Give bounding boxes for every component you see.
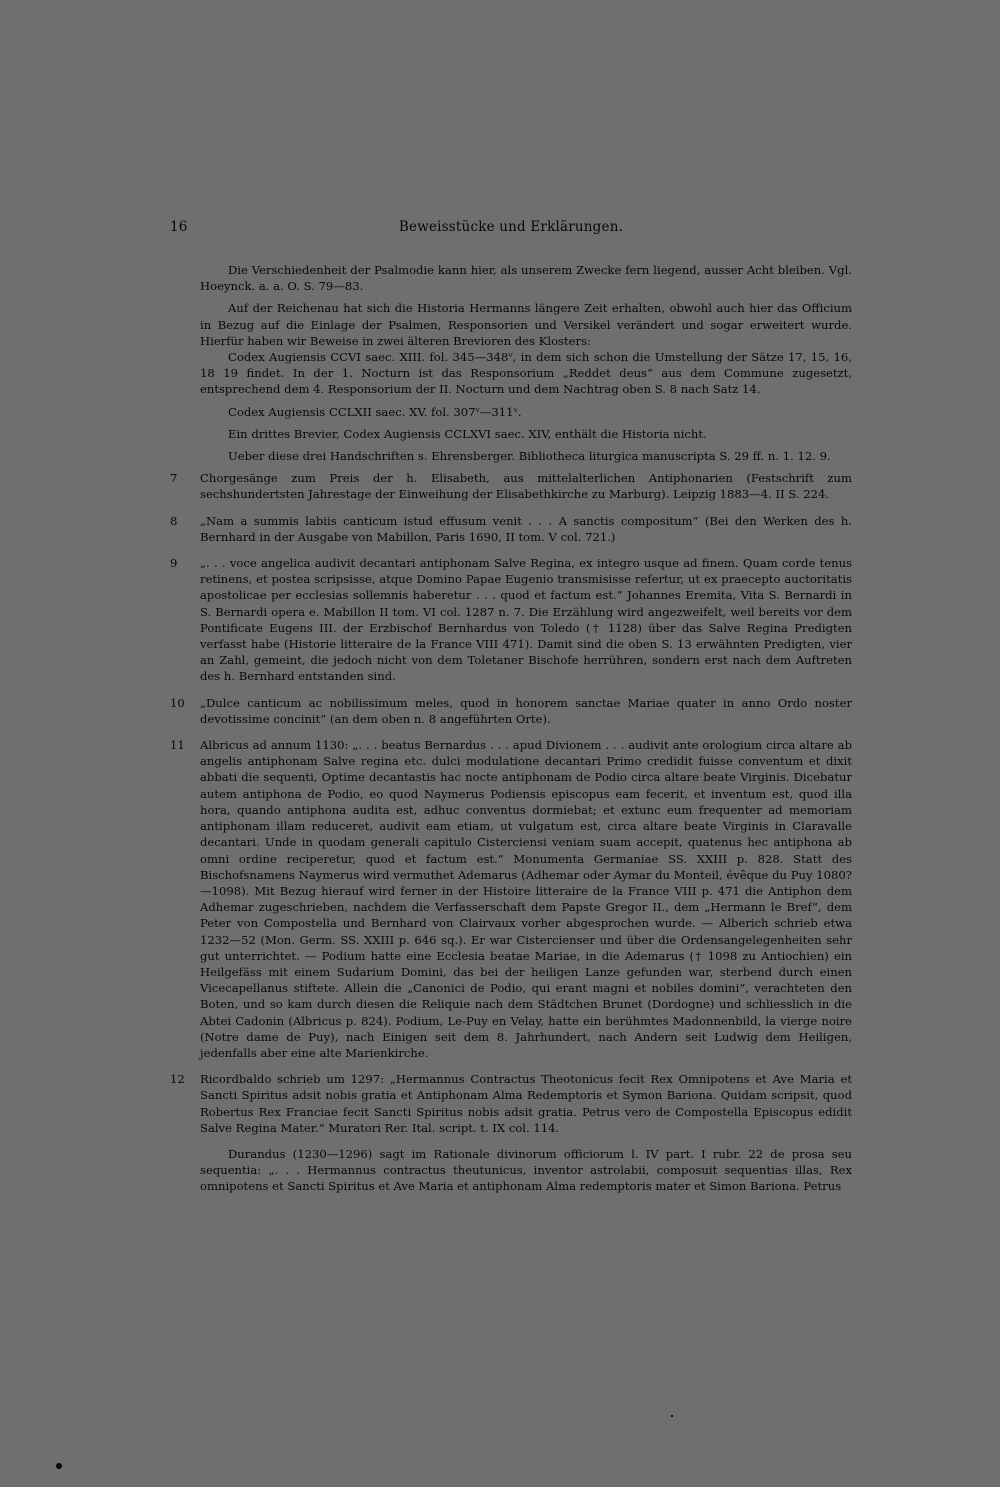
intro-paragraph: Ueber diese drei Handschriften s. Ehrensberger. Bibliotheca liturgica manuscripta S. 29 ff. n. 1. 12. 9.: [228, 449, 831, 464]
footnote-number: 12: [170, 1072, 185, 1087]
running-title: Beweisstücke und Erklärungen.: [398, 219, 624, 235]
footnote-text: Chorgesänge zum Preis der h. Elisabeth, aus mittelalterlichen Antiphonarien (Festschrift zum sechshundertsten Jahrestage der Einweihung der Elisabethkirche zu Marburg). Leipzig 1883—4. II S. 224.: [200, 471, 852, 502]
page-number: 16: [170, 219, 188, 235]
running-header: [170, 219, 852, 241]
footnote-text: „Dulce canticum ac nobilissimum meles, quod in honorem sanctae Mariae quater in anno Ordo noster devotissime concinit“ (an dem oben n. 8 angeführten Orte).: [200, 695, 852, 726]
footnote: [170, 513, 852, 545]
intro-paragraph: Ein drittes Brevier, Codex Augiensis CCLXVI saec. XIV, enthält die Historia nicht.: [228, 426, 707, 441]
intro-paragraph: Die Verschiedenheit der Psalmodie kann hier, als unserem Zwecke fern liegend, ausser Acht bleiben. Vgl. Hoeynck. a. a. O. S. 79—83.: [200, 263, 852, 294]
footnote-text: „Nam a summis labiis canticum istud effusum venit . . . A sanctis compositum“ (Bei den Werken des h. Bernhard in der Ausgabe von Mabillon, Paris 1690, II tom. V col. 721.): [200, 513, 852, 544]
scan-speck: [671, 1415, 673, 1417]
intro-paragraph: Codex Augiensis CCVI saec. XIII. fol. 345—348ᵛ, in dem sich schon die Umstellung der Sätze 17, 15, 16, 18 19 findet. In der 1. Nocturn ist das Responsorium „Reddet deus“ aus dem Commune zugesetzt, entsprechend dem 4. Responsorium der II. Nocturn und dem Nachtrag oben S. 8 nach Satz 14.: [200, 350, 852, 397]
continuation-paragraph: Durandus (1230—1296) sagt im Rationale divinorum officiorum l. IV part. I rubr. 22 de prosa seu sequentia: „. . . Hermannus contractus theutunicus, inventor astrolabii, composuit sequentias illas, Rex omnipotens et Sancti Spiritus et Ave Maria et antiphonam Alma redemptoris mater et Simon Bariona. Petrus: [200, 1146, 852, 1194]
footnote-number: 11: [170, 738, 185, 753]
footnote-number: 7: [170, 471, 178, 486]
footnote-number: 9: [170, 556, 178, 571]
intro-paragraph: Auf der Reichenau hat sich die Historia Hermanns längere Zeit erhalten, obwohl auch hier das Officium in Bezug auf die Einlage der Psalmen, Responsorien und Versikel verändert und sogar erweitert wurde. Hierfür haben wir Beweise in zwei älteren Brevioren des Klosters:: [200, 301, 852, 348]
footnote: [170, 470, 852, 502]
footnote: [170, 1071, 852, 1136]
page-body: [170, 262, 852, 1195]
footnote: [170, 737, 852, 1061]
intro-paragraph: Codex Augiensis CCLXII saec. XV. fol. 307ᵛ—311ᵛ.: [228, 404, 522, 419]
footnote-number: 8: [170, 513, 178, 528]
footnote-text: Ricordbaldo schrieb um 1297: „Hermannus Contractus Theotonicus fecit Rex Omnipotens et Ave Maria et Sancti Spiritus adsit nobis gratia et Antiphonam Alma Redemptoris et Symon Bariona. Quidam scripsit, quod Robertus Rex Franciae fecit Sancti Spiritus nobis adsit gratia. Petrus vero de Compostella Episcopus edidit Salve Regina Mater.“ Muratori Rer. Ital. script. t. IX col. 114.: [200, 1072, 852, 1135]
footnote-text: Albricus ad annum 1130: „. . . beatus Bernardus . . . apud Divionem . . . audivit ante orologium circa altare ab angelis antiphonam Salve regina etc. dulci modulatione decantari Primo credidit fuisse conventum et dixit abbati die sequenti, Optime decantastis hac nocte antiphonam de Podio circa altare beate Virginis. Dicebatur autem antiphona de Podio, eo quod Naymerus Podiensis episcopus eam fecerit, et inventum est, quod illa hora, quando antiphona audita est, adhuc conventus dormiebat; et extunc eum frequenter ad memoriam antiphonam illam reduceret, audivit eam etiam, ut vulgatum est, circa altare beate Virginis in Claravalle decantari. Unde in quodam generali capitulo Cisterciensi veniam suam accepit, quatenus hec antiphona ab omni ordine reciperetur, quod et factum est.“ Monumenta Germaniae SS. XXIII p. 828. Statt des Bischofsnamens Naymerus wird vermuthet Ademarus (Adhemar oder Aymar du Monteil, évêque du Puy 1080?—1098). Mit Bezug hierauf wird ferner in der Histoire litteraire de la France VIII p. 471 die Antiphon dem Adhemar zugeschrieben, nachdem die Verfasserschaft dem Papste Gregor II., dem „Hermann le Bref“, dem Peter von Compostella und Bernhard von Clairvaux vorher abgesprochen wurde. — Alberich schrieb etwa 1232—52 (Mon. Germ. SS. XXIII p. 646 sq.). Er war Cistercienser und über die Ordensangelegenheiten sehr gut unterrichtet. — Podium hatte eine Ecclesia beatae Mariae, in die Ademarus († 1098 zu Antiochien) ein Heilgefäss mit einem Sudarium Domini, das bei der heiligen Lanze gefunden war, sterbend durch einen Vicecapellanus stiftete. Allein die „Canonici de Podio, qui erant magni et nobiles domini“, verachteten den Boten, und so kam durch diesen die Reliquie nach dem Städtchen Brunet (Dordogne) und schliesslich in die Abtei Cadonin (Albricus p. 824). Podium, Le-Puy en Velay, hatte ein berühmtes Madonnenbild, la vierge noire (Notre dame de Puy), nach Einigen seit dem 8. Jahrhundert, nach Andern seit Ludwig dem Heiligen, jedenfalls aber eine alte Marienkirche.: [200, 738, 852, 1060]
footnote: [170, 555, 852, 685]
scan-mark: [56, 1463, 62, 1469]
footnote-number: 10: [170, 695, 185, 710]
footnote-text: „. . . voce angelica audivit decantari antiphonam Salve Regina, ex integro usque ad finem. Quam corde tenus retinens, et postea scripsisse, atque Domino Papae Eugenio transmisisse refertur, ut ex praecepto auctoritatis apostolicae per ecclesias sollemnis haberetur . . . quod et factum est.“ Johannes Eremita, Vita S. Bernardi in S. Bernardi opera e. Mabillon II tom. VI col. 1287 n. 7. Die Erzählung wird angezweifelt, weil bereits vor dem Pontificate Eugens III. der Erzbischof Bernhardus von Toledo († 1128) über das Salve Regina Predigten verfasst habe (Historie litteraire de la France VIII 471). Damit sind die oben S. 13 erwähnten Predigten, vier an Zahl, gemeint, die jedoch nicht von dem Toletaner Bischofe herrühren, sondern erst nach dem Auftreten des h. Bernhard entstanden sind.: [200, 556, 852, 684]
footnote: [170, 695, 852, 727]
